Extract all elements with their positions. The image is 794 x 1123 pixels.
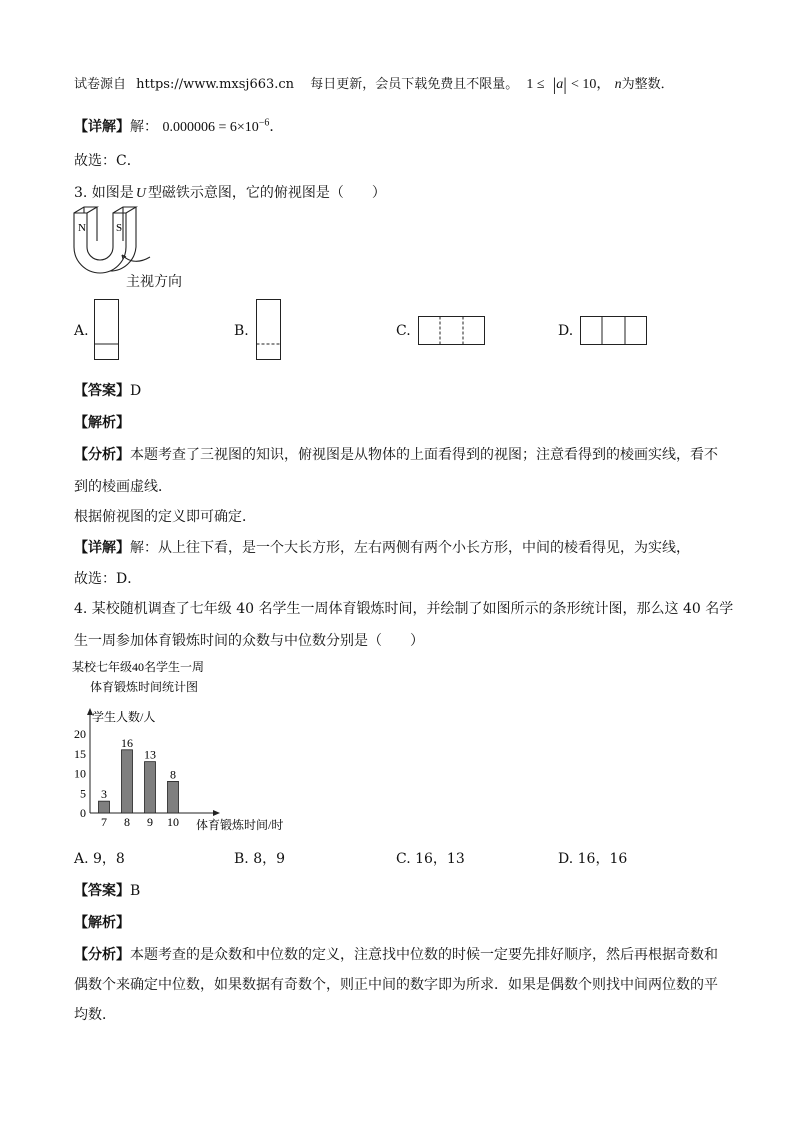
y-tick-label: 15	[74, 746, 86, 761]
q4-option-c[interactable]: C. 16，13	[396, 851, 465, 867]
q3-detail-line	[74, 537, 690, 557]
source-url[interactable]: https://www.mxsj663.cn	[136, 77, 295, 92]
fenxi-label: 【分析】	[74, 947, 130, 963]
q3-analysis-label: 【解析】	[74, 415, 130, 431]
y-tick-label: 0	[80, 806, 86, 820]
abs-bar-right: |	[563, 74, 567, 94]
q3-stem	[74, 182, 386, 202]
q3-option-a-label[interactable]: A.	[74, 323, 89, 339]
source-prefix: 试卷源自	[74, 77, 127, 92]
q4-answer-line	[74, 880, 140, 900]
bar	[99, 801, 110, 813]
x-axis-arrow	[213, 810, 220, 816]
answer-value: B	[130, 883, 141, 899]
y-axis-label: 学生人数/人	[92, 710, 156, 724]
y-tick-label: 10	[74, 766, 86, 781]
bar	[122, 750, 133, 813]
q3-stem-number: 3. 如图是	[74, 185, 134, 201]
bar-value-label: 3	[101, 787, 107, 802]
q4-analysis-label: 【解析】	[74, 915, 130, 931]
q4-fenxi-line-2: 偶数个来确定中位数，如果数据有奇数个，则正中间的数字即为所求．如果是偶数个则找中间两位数的平	[74, 977, 718, 993]
math-end: ．	[269, 119, 284, 135]
math-var-n: n	[614, 77, 622, 92]
q2-detail-line	[74, 116, 283, 136]
q3-stem-u: U	[135, 186, 146, 201]
q3-option-b-label[interactable]: B.	[234, 323, 249, 339]
chart-title: 某校七年级40名学生一周	[72, 660, 205, 674]
view-direction-label: 主视方向	[126, 274, 182, 290]
magnet-n-label: N	[78, 222, 86, 234]
x-tick-label: 9	[147, 815, 153, 829]
q3-option-c-figure[interactable]	[418, 316, 486, 346]
q3-option-c-label[interactable]: C.	[396, 323, 411, 339]
q3-option-b-figure[interactable]	[256, 299, 282, 361]
q4-stem-line-1: 4. 某校随机调查了七年级 40 名学生一周体育锻炼时间，并绘制了如图所示的条形统计图，那么这 40 名学	[74, 601, 734, 617]
q3-choose: 故选：D．	[74, 571, 142, 587]
q3-option-a-figure[interactable]	[94, 299, 120, 361]
chart-subtitle: 体育锻炼时间统计图	[90, 680, 199, 694]
math-exponent: −6	[258, 117, 270, 129]
q3-answer-line	[74, 380, 141, 400]
q3-stem-rest: 型磁铁示意图，它的俯视图是（ ）	[147, 185, 386, 201]
math-inequality-left: 1 ≤	[526, 77, 545, 92]
math-expression: 0.000006 = 6×10	[162, 120, 259, 135]
fenxi-text-1: 本题考查了三视图的知识，俯视图是从物体的上面看得到的视图；注意看得到的棱画实线，看不	[130, 447, 718, 463]
bar	[145, 762, 156, 813]
math-tail: 为整数．	[621, 77, 674, 92]
bar	[168, 781, 179, 813]
header-line	[74, 72, 674, 93]
x-axis-label: 体育锻炼时间/时	[196, 818, 284, 832]
bar-value-label: 13	[144, 747, 156, 762]
x-tick-label: 10	[167, 815, 179, 829]
x-tick-label: 7	[101, 815, 107, 829]
y-tick-label: 5	[80, 786, 86, 801]
q4-fenxi-line-1	[74, 944, 718, 964]
bar-value-label: 16	[121, 735, 133, 750]
q3-fenxi-line-2: 到的棱画虚线．	[74, 479, 172, 495]
q4-option-a[interactable]: A. 9，8	[74, 851, 125, 867]
answer-label: 【答案】	[74, 383, 130, 399]
y-tick-label: 20	[74, 727, 86, 741]
fenxi-text-1: 本题考查的是众数和中位数的定义，注意找中位数的时候一定要先排好顺序，然后再根据奇数和	[130, 947, 718, 963]
abs-bar-left: |	[552, 74, 557, 94]
update-notice: 每日更新，会员下载免费且不限量。	[310, 77, 519, 92]
math-var-a: a	[556, 77, 564, 92]
detail-label: 【详解】	[74, 119, 130, 135]
math-inequality-right: < 10，	[571, 77, 611, 92]
q3-option-d-label[interactable]: D.	[558, 323, 574, 339]
fenxi-label: 【分析】	[74, 447, 130, 463]
q4-fenxi-line-3: 均数．	[74, 1007, 116, 1023]
answer-value: D	[130, 383, 142, 399]
magnet-s-label: S	[116, 222, 123, 234]
q3-option-d-figure[interactable]	[580, 316, 648, 346]
q4-option-d[interactable]: D. 16，16	[558, 851, 628, 867]
bar-value-label: 8	[170, 767, 176, 782]
detail-prefix: 解：	[130, 119, 158, 135]
q3-basis-line: 根据俯视图的定义即可确定．	[74, 509, 256, 525]
q3-fenxi-line-1	[74, 444, 718, 464]
q2-choose: 故选：C．	[74, 153, 141, 169]
bar-chart	[68, 656, 318, 836]
q4-option-b[interactable]: B. 8，9	[234, 851, 286, 867]
detail-text: 解：从上往下看，是一个大长方形，左右两侧有两个小长方形，中间的棱看得见，为实线，	[130, 540, 690, 556]
x-tick-label: 8	[124, 815, 130, 829]
q4-stem-line-2: 生一周参加体育锻炼时间的众数与中位数分别是（ ）	[74, 633, 424, 649]
detail-label: 【详解】	[74, 540, 130, 556]
answer-label: 【答案】	[74, 883, 130, 899]
